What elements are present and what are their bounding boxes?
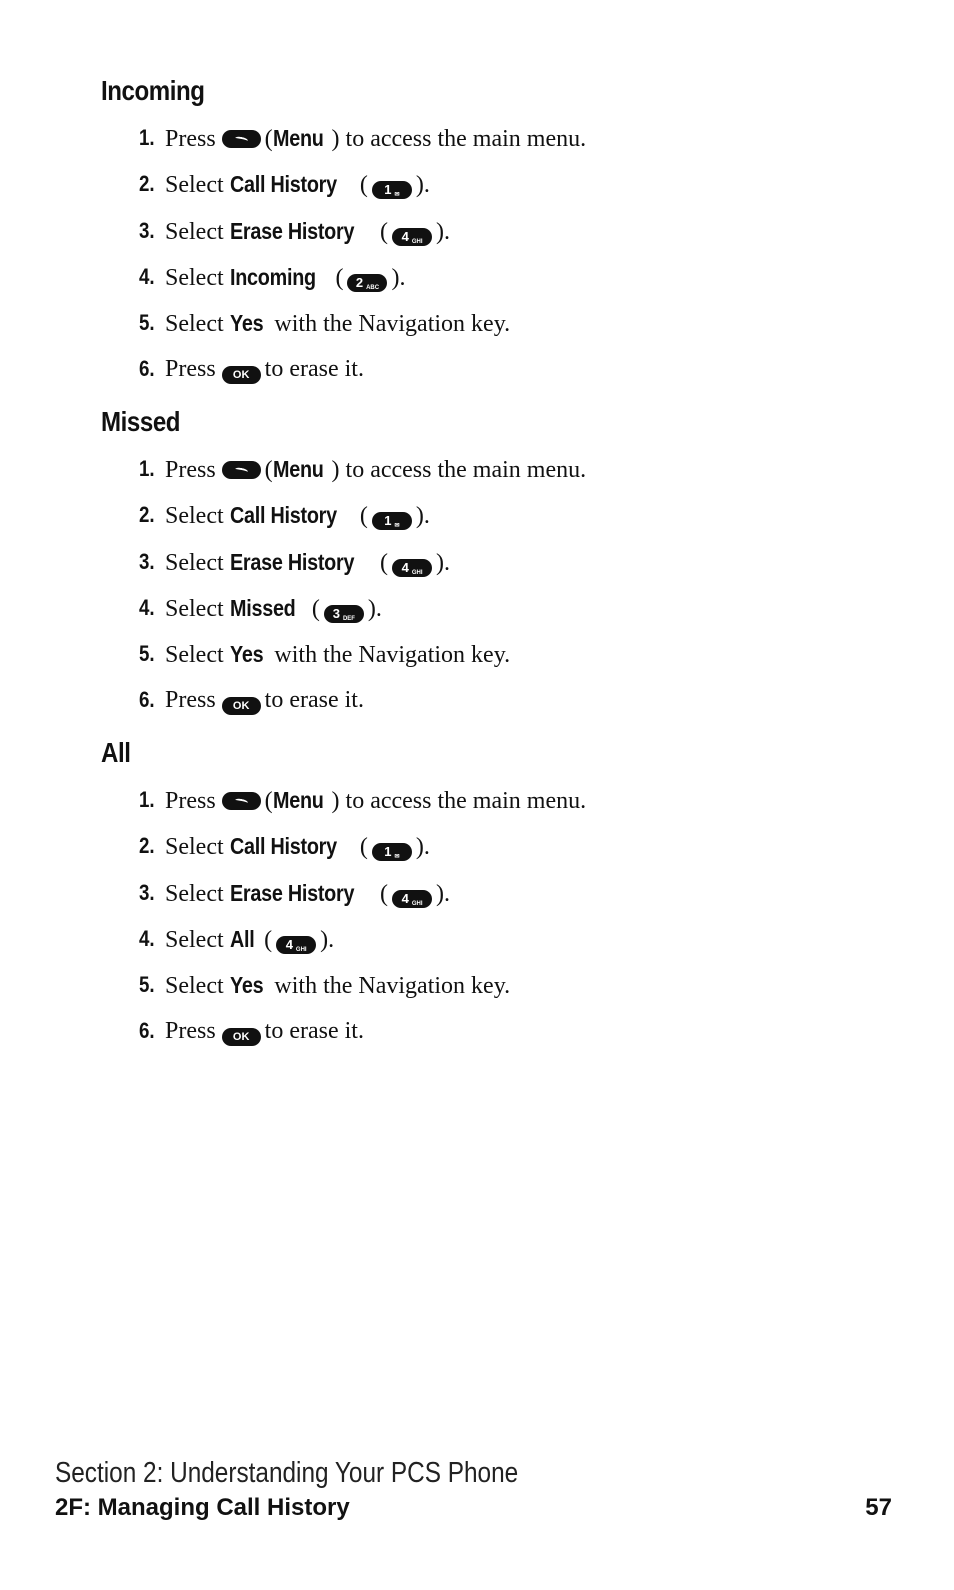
step-item bbox=[101, 354, 364, 400]
step-item bbox=[101, 1016, 364, 1062]
step-item bbox=[101, 831, 430, 877]
step-number: 4. bbox=[139, 594, 155, 620]
page-number: 57 bbox=[865, 1494, 892, 1521]
step-number: 2. bbox=[139, 171, 155, 197]
step-number: 5. bbox=[139, 972, 155, 998]
step-text: Select bbox=[165, 549, 224, 576]
step-item bbox=[101, 216, 451, 262]
step-item bbox=[101, 878, 451, 924]
step-item bbox=[101, 970, 511, 1016]
key-4-icon: 4 $_{GHI}$ bbox=[392, 228, 432, 246]
step-text: Select bbox=[165, 642, 224, 669]
step-number: 3. bbox=[139, 879, 155, 905]
ok-key-icon: OK bbox=[222, 1028, 261, 1046]
key-3-icon: 3 $_{DEF}$ bbox=[324, 605, 364, 623]
yes-label: Yes bbox=[229, 310, 263, 337]
step-item bbox=[101, 593, 382, 639]
step-text: Select bbox=[165, 834, 224, 861]
paren: ( bbox=[353, 503, 368, 530]
steps-list bbox=[101, 785, 587, 1063]
paren: ). bbox=[436, 549, 451, 576]
step-text: Press bbox=[165, 356, 216, 383]
paren: ( bbox=[374, 218, 389, 245]
step-text: Press bbox=[165, 788, 216, 814]
steps-list bbox=[101, 454, 587, 732]
paren: ( bbox=[353, 172, 368, 199]
menu-option-label: Incoming bbox=[229, 263, 316, 290]
step-number: 3. bbox=[139, 217, 155, 243]
menu-option-label: Missed bbox=[229, 594, 296, 621]
menu-label: Menu bbox=[272, 456, 324, 482]
paren: ( bbox=[264, 457, 273, 483]
step-item bbox=[101, 169, 430, 215]
step-text: ) to access the main menu. bbox=[331, 457, 587, 483]
menu-label: Menu bbox=[272, 787, 324, 813]
step-text: Select bbox=[165, 218, 224, 245]
paren: ( bbox=[329, 264, 344, 291]
step-text: Select bbox=[165, 311, 224, 338]
section-heading: Incoming bbox=[101, 75, 205, 106]
key-1-icon: 1 $_✉$ bbox=[372, 512, 412, 530]
step-item bbox=[101, 685, 364, 731]
paren: ( bbox=[258, 926, 273, 953]
menu-softkey-icon bbox=[222, 461, 261, 479]
paren: ). bbox=[436, 218, 451, 245]
section-heading: Missed bbox=[101, 406, 181, 437]
step-item bbox=[101, 500, 430, 546]
paren: ). bbox=[415, 172, 430, 199]
step-item bbox=[101, 639, 511, 685]
paren: ( bbox=[264, 126, 273, 152]
step-number: 6. bbox=[139, 356, 155, 382]
step-item bbox=[101, 123, 587, 169]
menu-option-label: All bbox=[229, 925, 255, 952]
paren: ). bbox=[391, 264, 406, 291]
step-item bbox=[101, 308, 511, 354]
menu-option-label: Call History bbox=[229, 502, 337, 529]
step-text: to erase it. bbox=[264, 1018, 364, 1045]
section-incoming bbox=[101, 75, 587, 401]
menu-label: Menu bbox=[272, 125, 324, 151]
paren: ). bbox=[436, 880, 451, 907]
menu-option-label: Erase History bbox=[229, 879, 354, 906]
paren: ). bbox=[415, 834, 430, 861]
paren: ( bbox=[374, 549, 389, 576]
step-text: Select bbox=[165, 264, 224, 291]
step-number: 4. bbox=[139, 263, 155, 289]
step-item bbox=[101, 547, 451, 593]
paren: ). bbox=[367, 595, 382, 622]
footer-section-title: Section 2: Understanding Your PCS Phone bbox=[55, 1457, 519, 1489]
key-2-icon: 2 $_{ABC}$ bbox=[347, 274, 387, 292]
step-number: 2. bbox=[139, 833, 155, 859]
step-text: to erase it. bbox=[264, 356, 364, 383]
paren: ( bbox=[305, 595, 320, 622]
step-item bbox=[101, 454, 587, 500]
ok-key-icon: OK bbox=[222, 366, 261, 384]
key-1-icon: 1 $_✉$ bbox=[372, 843, 412, 861]
step-number: 1. bbox=[139, 125, 155, 150]
step-number: 6. bbox=[139, 1018, 155, 1044]
step-text: to erase it. bbox=[264, 687, 364, 714]
yes-label: Yes bbox=[229, 972, 263, 999]
key-4-icon: 4 $_{GHI}$ bbox=[392, 890, 432, 908]
step-text: Press bbox=[165, 126, 216, 152]
ok-key-icon: OK bbox=[222, 697, 261, 715]
paren: ( bbox=[374, 880, 389, 907]
section-all bbox=[101, 737, 587, 1063]
yes-label: Yes bbox=[229, 641, 263, 668]
step-text: ) to access the main menu. bbox=[331, 126, 587, 152]
key-1-icon: 1 $_✉$ bbox=[372, 181, 412, 199]
step-item bbox=[101, 924, 335, 970]
menu-softkey-icon bbox=[222, 792, 261, 810]
step-text: Select bbox=[165, 926, 224, 953]
paren: ( bbox=[264, 788, 273, 814]
menu-option-label: Call History bbox=[229, 171, 337, 198]
step-number: 3. bbox=[139, 548, 155, 574]
step-text: Press bbox=[165, 687, 216, 714]
section-heading: All bbox=[101, 737, 131, 768]
step-item bbox=[101, 785, 587, 831]
step-number: 4. bbox=[139, 925, 155, 951]
step-text: Press bbox=[165, 457, 216, 483]
step-text: Select bbox=[165, 595, 224, 622]
step-text: with the Navigation key. bbox=[274, 642, 511, 669]
key-4-icon: 4 $_{GHI}$ bbox=[276, 936, 316, 954]
step-text: Select bbox=[165, 973, 224, 1000]
step-number: 1. bbox=[139, 456, 155, 481]
paren: ). bbox=[415, 503, 430, 530]
paren: ). bbox=[320, 926, 335, 953]
step-text: Press bbox=[165, 1018, 216, 1045]
paren: ( bbox=[353, 834, 368, 861]
section-missed bbox=[101, 406, 587, 732]
menu-option-label: Erase History bbox=[229, 548, 354, 575]
key-4-icon: 4 $_{GHI}$ bbox=[392, 559, 432, 577]
step-text: with the Navigation key. bbox=[274, 973, 511, 1000]
step-number: 1. bbox=[139, 787, 155, 812]
menu-option-label: Call History bbox=[229, 833, 337, 860]
step-number: 5. bbox=[139, 641, 155, 667]
step-number: 6. bbox=[139, 687, 155, 713]
step-text: Select bbox=[165, 503, 224, 530]
menu-softkey-icon bbox=[222, 130, 261, 148]
step-item bbox=[101, 262, 406, 308]
step-text: Select bbox=[165, 172, 224, 199]
menu-option-label: Erase History bbox=[229, 217, 354, 244]
step-text: with the Navigation key. bbox=[274, 311, 511, 338]
step-number: 5. bbox=[139, 310, 155, 336]
step-text: Select bbox=[165, 880, 224, 907]
steps-list bbox=[101, 123, 587, 401]
step-number: 2. bbox=[139, 502, 155, 528]
footer-chapter-title: 2F: Managing Call History bbox=[55, 1494, 350, 1521]
step-text: ) to access the main menu. bbox=[331, 788, 587, 814]
